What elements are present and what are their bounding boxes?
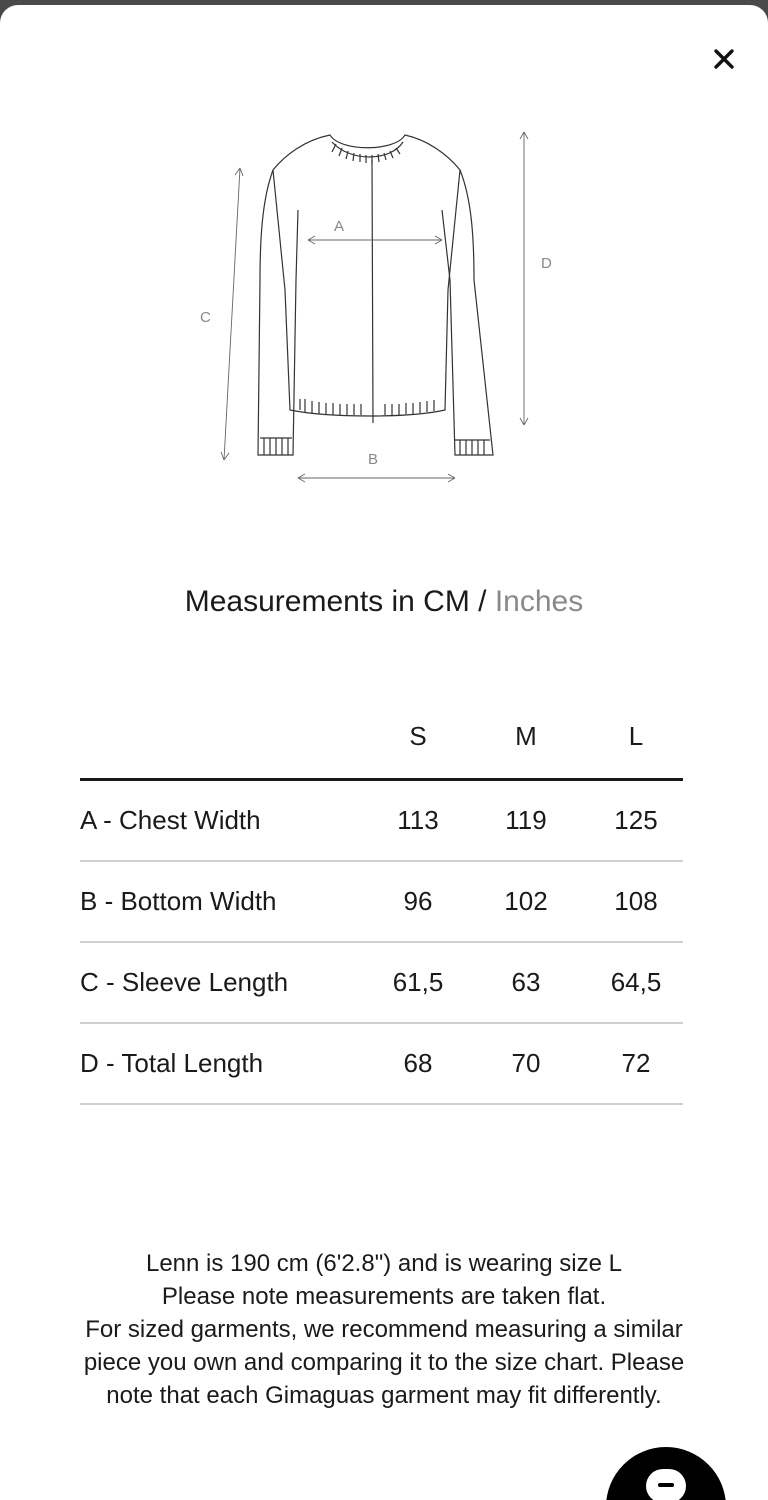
cell-l: 64,5 — [610, 967, 662, 997]
close-button[interactable] — [704, 41, 744, 77]
table-row — [80, 943, 683, 1024]
model-note: Lenn is 190 cm (6'2.8") and is wearing size L — [145, 1250, 622, 1277]
flat-note: Please note measurements are taken flat. — [161, 1283, 607, 1310]
size-guide-sheet — [0, 5, 768, 1500]
diagram-label-d: D — [541, 255, 552, 272]
table-row — [80, 1024, 683, 1105]
cell-m: 70 — [511, 1048, 541, 1078]
diagram-label-a: A — [334, 218, 345, 235]
row-label: D - Total Length — [80, 1048, 264, 1078]
cell-s: 68 — [403, 1048, 433, 1078]
cell-m: 63 — [511, 967, 541, 997]
measurements-heading — [0, 585, 768, 619]
fit-notes — [60, 1247, 708, 1412]
cell-l: 108 — [614, 886, 658, 916]
size-header-l: L — [628, 721, 644, 751]
cell-m: 102 — [504, 886, 548, 916]
unit-inches-toggle[interactable]: Inches — [494, 585, 584, 618]
size-header-m: M — [515, 721, 537, 751]
garment-diagram — [190, 120, 570, 490]
size-header-s: S — [409, 721, 427, 751]
row-label: B - Bottom Width — [80, 886, 277, 916]
cell-s: 61,5 — [392, 967, 444, 997]
chat-button[interactable] — [606, 1447, 726, 1500]
unit-cm-label: Measurements in CM / — [184, 585, 495, 618]
cell-m: 119 — [505, 805, 547, 835]
close-icon — [713, 48, 735, 70]
diagram-label-c: C — [200, 309, 211, 326]
cell-s: 96 — [403, 886, 433, 916]
sizing-advice: For sized garments, we recommend measuring a similar piece you own and comparing it to the size chart. Please note that each Gimaguas garment may fit differently. — [83, 1316, 685, 1409]
row-label: A - Chest Width — [80, 805, 261, 835]
cell-l: 72 — [621, 1048, 651, 1078]
row-divider — [80, 1103, 683, 1105]
diagram-label-b: B — [368, 451, 379, 468]
chat-icon — [646, 1469, 686, 1500]
table-row — [80, 862, 683, 943]
cell-s: 113 — [397, 805, 439, 835]
table-row — [80, 781, 683, 862]
cell-l: 125 — [614, 805, 658, 835]
row-label: C - Sleeve Length — [80, 967, 289, 997]
